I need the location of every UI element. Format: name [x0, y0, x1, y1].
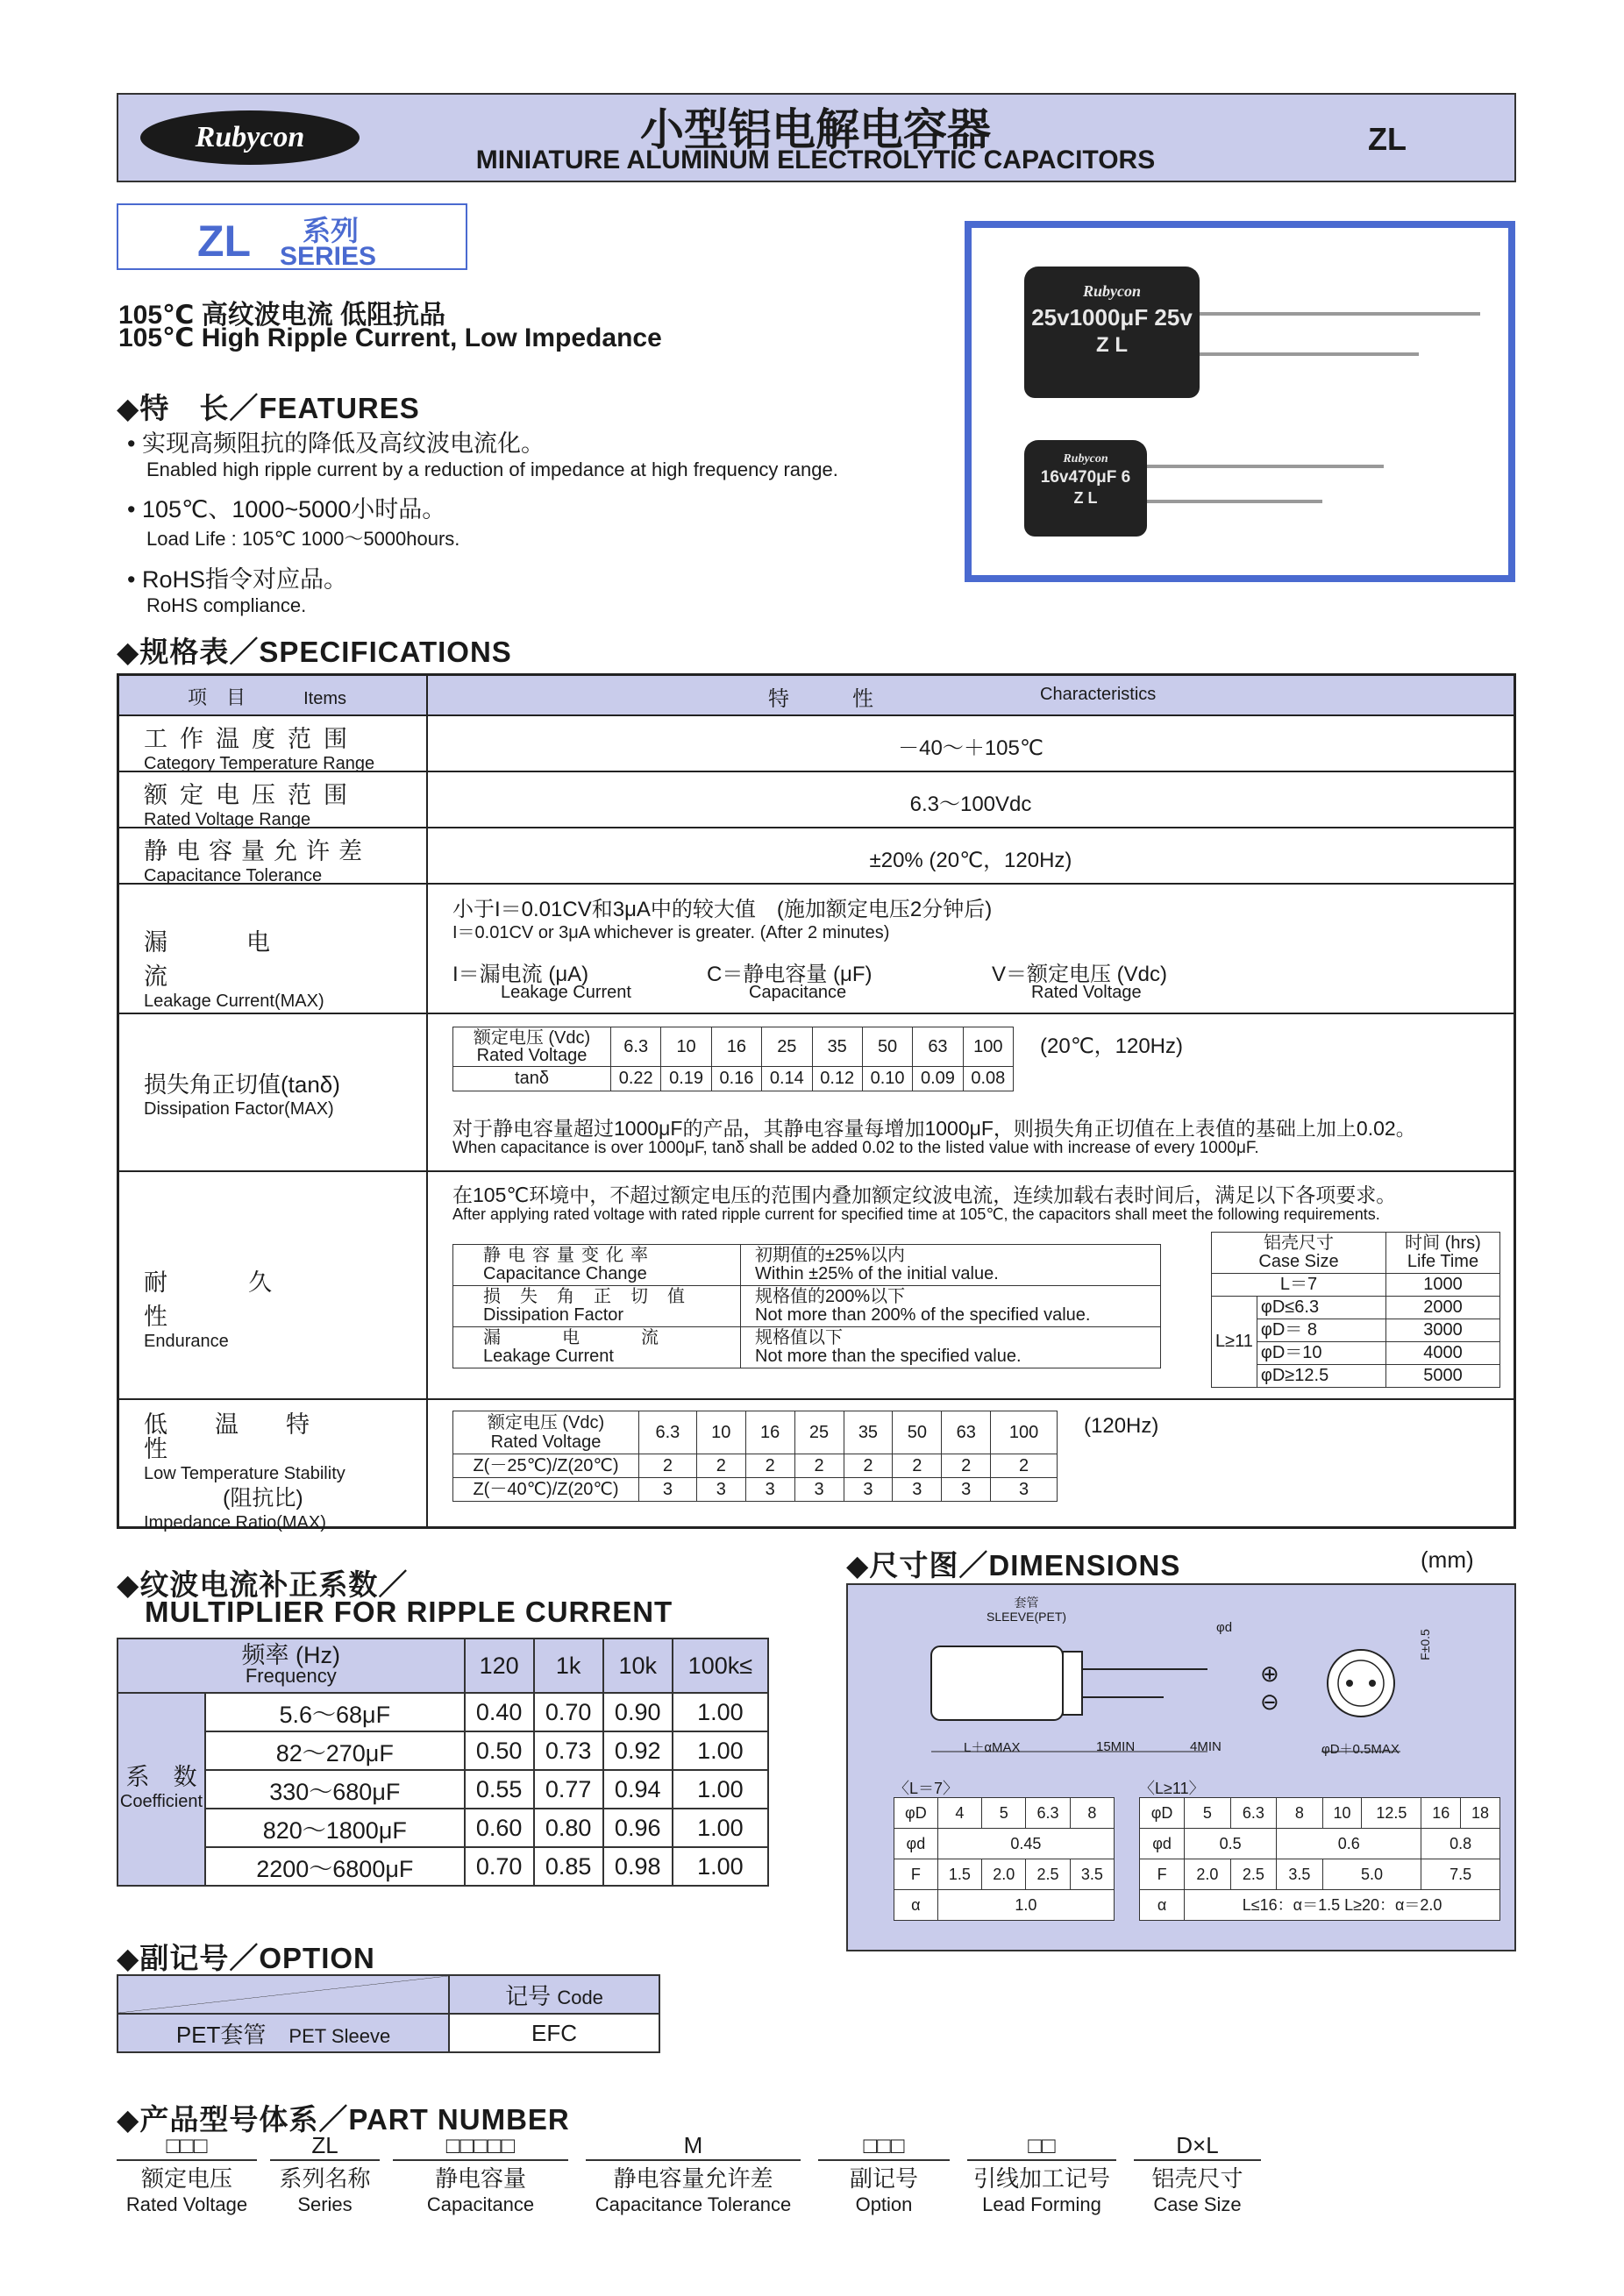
dims-table-l11: φD 5 6.3 8 10 12.5 16 18 φd 0.5 0.6 0.8 F 2.0 2.5 3.5 5.0 7.5 α L≤16：α＝1.5 L≥20：α＝2.0 [1139, 1797, 1500, 1921]
low-volt: 10 [696, 1411, 745, 1454]
dims-table-l7: φD 4 5 6.3 8 φd 0.45 F 1.5 2.0 2.5 3.5 α 1.0 [894, 1797, 1115, 1921]
dims-t2-label: 〈L≥11〉 [1139, 1780, 1205, 1797]
leak-line1: 小于I＝0.01CV和3μA中的较大值 (施加额定电压2分钟后) [452, 898, 993, 921]
spec-row-temp [119, 714, 1514, 771]
part-col: M 静电容量允许差 Capacitance Tolerance [586, 2132, 801, 2216]
rubycon-logo: Rubycon [140, 110, 360, 165]
df-en: Dissipation Factor(MAX) [144, 1099, 334, 1119]
low-volt: 6.3 [639, 1411, 697, 1454]
dmax-label: φD＋0.5MAX [1321, 1742, 1400, 1757]
specs-title: ◆规格表／SPECIFICATIONS [117, 636, 512, 668]
df-tan: 0.22 [611, 1067, 661, 1091]
leak-v-en: Rated Voltage [1031, 983, 1142, 1002]
df-volt: 100 [963, 1027, 1013, 1067]
low-volt: 63 [942, 1411, 991, 1454]
low-en2: Impedance Ratio(MAX) [144, 1513, 326, 1532]
volt-value: 6.3～100Vdc [909, 793, 1032, 816]
low-volt: 25 [794, 1411, 844, 1454]
char-cn: 特 性 [768, 687, 873, 711]
low-volt: 100 [991, 1411, 1058, 1454]
df-note-en: When capacitance is over 1000μF, tanδ shall be added 0.02 to the listed value with increase of every 1000μF. [452, 1139, 1259, 1157]
sleeve-label: 套管 SLEEVE(PET) [987, 1596, 1067, 1624]
capacitor-small [1024, 440, 1147, 537]
series-cn: 系列 [303, 215, 360, 246]
df-volt: 50 [862, 1027, 912, 1067]
product-photo [965, 221, 1515, 582]
features-list [127, 424, 960, 617]
leak-i: I＝漏电流 (μA) [452, 963, 589, 986]
cap-brand: Rubycon [1082, 282, 1141, 300]
series-code: ZL [1368, 121, 1407, 157]
temp-cn: 工作温度范围 [144, 726, 360, 752]
part-number-row [117, 2132, 1344, 2220]
df-note-cn: 对于静电容量超过1000μF的产品，其静电容量每增加1000μF，则损失角正切值在上表值的基础上加上0.02。 [452, 1117, 1416, 1140]
cap-rating: 25v1000μF 25v [1031, 304, 1193, 331]
minus-icon: ⊖ [1260, 1688, 1279, 1715]
dims-unit: (mm) [1421, 1546, 1474, 1573]
ripple-table: 频率 (Hz) Frequency 120 1k 10k 100k≤ 系 数 Coefficient 5.6～68μF 0.40 0.70 0.90 1.00 82～270μF 0.50 0.73 0.92 1.00 330～680μF 0.55 0.77 0.94 1.00 820～1800μF 0.60 0.80 0.96 1.00 2200～6800μF 0.70 0.85 0.98 1.00 [117, 1638, 769, 1887]
option-diagonal [118, 1975, 449, 2014]
df-tan: 0.19 [661, 1067, 711, 1091]
df-volt: 10 [661, 1027, 711, 1067]
df-tan: 0.16 [711, 1067, 761, 1091]
series-name: ZL [197, 217, 252, 266]
cap-brand: Rubycon [1063, 452, 1108, 466]
df-tan: 0.10 [862, 1067, 912, 1091]
part-col: D×L 铝壳尺寸 Case Size [1134, 2132, 1261, 2216]
features-title: ◆特 长／FEATURES [117, 392, 420, 424]
leak-en: Leakage Current(MAX) [144, 992, 324, 1011]
temp-value: －40～＋105℃ [898, 736, 1043, 760]
plus-icon: ⊕ [1260, 1660, 1279, 1687]
leak-c-en: Capacitance [749, 983, 847, 1002]
cap-series: Z L [1096, 333, 1128, 357]
low-table: 额定电压 (Vdc) Rated Voltage 6.3 10 16 25 35 50 63 100 Z(－25℃)/Z(20℃) 2 2 2 2 2 2 2 2 Z(－40℃)/Z(20℃) 3 3 3 3 3 3 3 3 [452, 1411, 1058, 1502]
spec-row-lowtemp [119, 1398, 1514, 1532]
title-cn: 小型铝电解电容器 [640, 105, 991, 154]
df-table: 额定电压 (Vdc) Rated Voltage 6.3 10 16 25 35 50 63 100 tanδ 0.22 0.19 0.16 0.14 0.12 0.10 0.09 0.08 [452, 1027, 1014, 1091]
feature-1: • 实现高频阻抗的降低及高纹波电流化。 [127, 430, 545, 457]
volt-en: Rated Voltage Range [144, 810, 311, 829]
df-tan: 0.09 [913, 1067, 963, 1091]
title-en: MINIATURE ALUMINUM ELECTROLYTIC CAPACITORS [475, 146, 1156, 174]
dims-title: ◆尺寸图／DIMENSIONS [846, 1549, 1181, 1582]
feature-3: • RoHS指令对应品。 [127, 566, 347, 593]
df-volt: 6.3 [611, 1027, 661, 1067]
part-col: □□□□□ 静电容量 Capacitance [393, 2132, 568, 2216]
end-req-table: 静电容量变化率 Capacitance Change 初期值的±25%以内 Within ±25% of the initial value. 损失角正切值 Dissipation Factor 规格值的200%以下 Not more than 200% of the specified value. 漏电流 Leakage Current 规格值以下 Not more than the specified value. [452, 1244, 1161, 1368]
low-condition: (120Hz) [1084, 1414, 1159, 1438]
char-en: Characteristics [1040, 685, 1157, 704]
end-line1: 在105℃环境中，不超过额定电压的范围内叠加额定纹波电流，连续加载右表时间后，满足以下各项要求。 [452, 1184, 1397, 1206]
ripple-title-cn: ◆纹波电流补正系数／ [117, 1568, 409, 1601]
part-col: ZL 系列名称 Series [270, 2132, 380, 2216]
leak-cn: 漏电流 [144, 929, 349, 990]
phid-label: φd [1216, 1620, 1233, 1635]
low-volt: 50 [893, 1411, 942, 1454]
df-cn: 损失角正切值(tanδ) [144, 1071, 340, 1098]
option-table: 记号 Code PET套管 PET Sleeve EFC [117, 1974, 660, 2053]
part-col: □□□ 副记号 Option [818, 2132, 950, 2216]
df-tan: 0.12 [812, 1067, 862, 1091]
series-box [117, 203, 467, 270]
lead-wire [1191, 312, 1480, 316]
temp-en: Category Temperature Range [144, 754, 375, 773]
specs-table [117, 673, 1516, 1532]
part-title: ◆产品型号体系／PART NUMBER [117, 2103, 570, 2136]
dims-drawing [848, 1585, 1514, 1778]
items-en: Items [303, 689, 347, 708]
leak-v: V＝额定电压 (Vdc) [992, 963, 1168, 986]
leak-line2: I＝0.01CV or 3μA whichever is greater. (After 2 minutes) [452, 923, 890, 942]
f-label: F±0.5 [1417, 1629, 1432, 1660]
min4-label: 4MIN [1190, 1739, 1222, 1754]
tagline-cn: 105℃ 高纹波电流 低阻抗品 [118, 301, 446, 330]
low-volt: 16 [745, 1411, 794, 1454]
dims-panel [846, 1583, 1516, 1951]
spec-row-tolerance [119, 827, 1514, 883]
ripple-title-en: MULTIPLIER FOR RIPPLE CURRENT [145, 1596, 673, 1628]
df-tan-label: tanδ [453, 1067, 611, 1091]
life-table: 铝壳尺寸 Case Size 时间 (hrs) Life Time L＝7 1000 L≥11 φD≤6.3 2000 φD＝ 8 3000 φD＝10 4000 φD≥12.5 5000 [1211, 1232, 1500, 1388]
spec-row-voltage [119, 771, 1514, 827]
feature-2-en: Load Life : 105℃ 1000～5000hours. [146, 528, 460, 550]
df-tan: 0.14 [762, 1067, 812, 1091]
df-condition: (20℃，120Hz) [1040, 1034, 1184, 1058]
lmax-label: L＋αMAX [964, 1740, 1021, 1755]
df-volt: 16 [711, 1027, 761, 1067]
part-col: □□ 引线加工记号 Lead Forming [967, 2132, 1116, 2216]
cap-rating: 16v470μF 6 [1040, 468, 1131, 487]
part-col: □□□ 额定电压 Rated Voltage [117, 2132, 257, 2216]
spec-row-df [119, 1013, 1514, 1170]
tol-value: ±20% (20℃，120Hz) [869, 849, 1072, 872]
spec-row-leakage [119, 883, 1514, 1013]
low-volt: 35 [844, 1411, 893, 1454]
specs-header-row [119, 676, 1514, 714]
tol-en: Capacitance Tolerance [144, 866, 323, 885]
tol-cn: 静电容量允许差 [144, 838, 371, 864]
option-title: ◆副记号／OPTION [117, 1942, 375, 1974]
dims-t1-label: 〈L＝7〉 [894, 1780, 959, 1797]
low-cn2: (阻抗比) [223, 1486, 303, 1511]
lead-wire [1147, 500, 1322, 503]
end-en: Endurance [144, 1332, 229, 1351]
feature-2: • 105℃、1000~5000小时品。 [127, 496, 446, 522]
min15-label: 15MIN [1096, 1739, 1136, 1754]
df-volt: 25 [762, 1027, 812, 1067]
spec-row-endurance [119, 1170, 1514, 1398]
df-tan: 0.08 [963, 1067, 1013, 1091]
low-en1: Low Temperature Stability [144, 1464, 345, 1483]
capacitor-large [1024, 267, 1200, 398]
low-cn1: 低温特性 [144, 1411, 357, 1462]
cap-series: Z L [1073, 489, 1098, 507]
items-cn: 项 目 [188, 686, 246, 708]
feature-3-en: RoHS compliance. [146, 594, 307, 616]
df-volt: 35 [812, 1027, 862, 1067]
leak-i-en: Leakage Current [501, 983, 631, 1002]
series-en: SERIES [280, 242, 377, 271]
feature-1-en: Enabled high ripple current by a reduction of impedance at high frequency range. [146, 458, 838, 480]
lead-wire [1147, 465, 1384, 468]
df-volt: 63 [913, 1027, 963, 1067]
volt-cn: 额定电压范围 [144, 782, 360, 808]
end-line2: After applying rated voltage with rated ripple current for specified time at 105℃, the capacitors shall meet the following requirements. [452, 1205, 1380, 1223]
end-cn: 耐久性 [144, 1269, 353, 1330]
tagline-en: 105℃ High Ripple Current, Low Impedance [118, 323, 662, 352]
leak-c: C＝静电容量 (μF) [707, 963, 873, 986]
lead-wire [1191, 352, 1419, 356]
